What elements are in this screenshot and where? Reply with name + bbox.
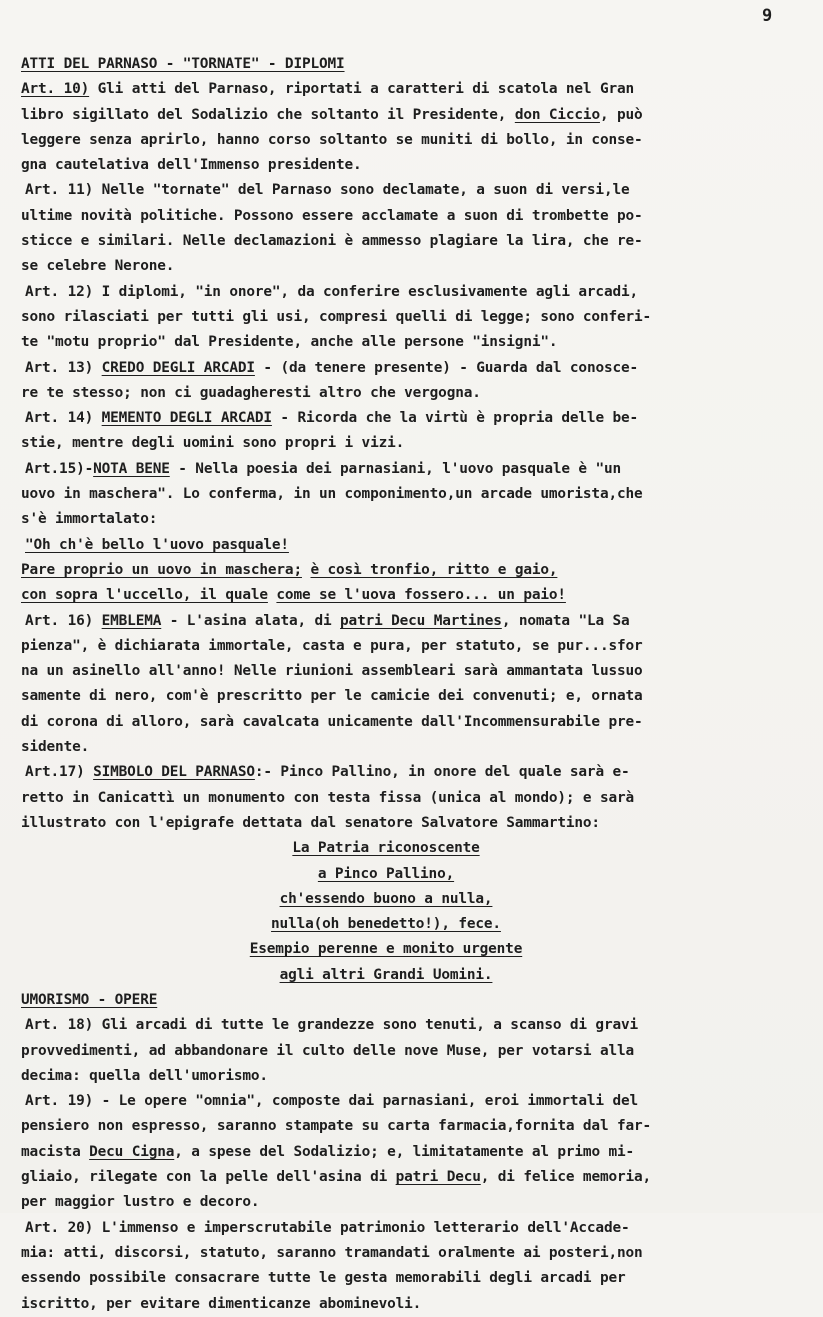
underlined-text: patri Decu bbox=[395, 1169, 481, 1186]
underlined-text: La Patria riconoscente bbox=[292, 840, 480, 857]
text-line bbox=[21, 735, 811, 760]
text-segment: - Ricorda che la virtù è propria delle be- bbox=[271, 410, 639, 427]
text-line bbox=[21, 684, 811, 709]
underlined-text: come se l'uova fossero... un paio! bbox=[276, 587, 566, 604]
text-line bbox=[21, 280, 811, 305]
text-segment: Art.15)- bbox=[25, 460, 94, 477]
text-segment: pienza", è dichiarata immortale, casta e pura, per statuto, se pur...sfor bbox=[21, 637, 643, 654]
text-line bbox=[21, 77, 811, 102]
text-line bbox=[21, 229, 811, 254]
underlined-text: Decu Cigna bbox=[89, 1143, 175, 1160]
text-segment: , di felice memoria, bbox=[480, 1169, 652, 1186]
text-segment: uovo in maschera". Lo conferma, in un componimento,un arcade umorista,che bbox=[21, 486, 643, 503]
text-segment: - Nella poesia dei parnasiani, l'uovo pasquale è "un bbox=[169, 460, 622, 477]
underlined-text: ch'essendo buono a nulla, bbox=[279, 890, 493, 907]
text-segment: Art. 12) I diplomi, "in onore", da conferire esclusivamente agli arcadi, bbox=[25, 283, 639, 300]
underlined-text: Esempio perenne e monito urgente bbox=[249, 941, 523, 958]
text-line bbox=[21, 204, 811, 229]
text-line bbox=[21, 178, 811, 203]
text-line bbox=[21, 937, 811, 962]
text-segment: sono rilasciati per tutti gli usi, compresi quelli di legge; sono conferi- bbox=[21, 308, 652, 325]
underlined-text: MEMENTO DEGLI ARCADI bbox=[101, 410, 272, 427]
text-segment: ultime novità politiche. Possono essere acclamate a suon di trombette po- bbox=[21, 207, 643, 224]
text-segment: mia: atti, discorsi, statuto, saranno tramandati oralmente ai posteri,non bbox=[21, 1244, 643, 1261]
text-line bbox=[21, 1013, 811, 1038]
underlined-text: è così tronfio, ritto e gaio, bbox=[310, 561, 558, 578]
text-segment: Art. 14) bbox=[25, 410, 102, 427]
text-segment: iscritto, per evitare dimenticanze abominevoli. bbox=[21, 1295, 422, 1312]
text-segment: di corona di alloro, sarà cavalcata unicamente dall'Incommensurabile pre- bbox=[21, 713, 643, 730]
text-segment: Art.17) bbox=[25, 764, 94, 781]
text-segment: sticce e similari. Nelle declamazioni è ammesso plagiare la lira, che re- bbox=[21, 233, 643, 250]
text-segment: Art. 16) bbox=[25, 612, 102, 629]
text-line bbox=[21, 482, 811, 507]
text-segment: , può bbox=[599, 106, 643, 123]
underlined-text: "Oh ch'è bello l'uovo pasquale! bbox=[25, 536, 289, 553]
text-segment: decima: quella dell'umorismo. bbox=[21, 1067, 268, 1084]
text-line bbox=[21, 887, 811, 912]
text-line bbox=[21, 760, 811, 785]
text-segment: pensiero non espresso, saranno stampate su carta farmacia,fornita dal far- bbox=[21, 1118, 652, 1135]
text-segment: per maggior lustro e decoro. bbox=[21, 1194, 260, 1211]
text-line bbox=[21, 1216, 811, 1241]
text-segment: gliaio, rilegate con la pelle dell'asina di bbox=[21, 1169, 396, 1186]
text-line bbox=[21, 254, 811, 279]
text-segment: macista bbox=[21, 1143, 90, 1160]
text-segment: Art. 13) bbox=[25, 359, 102, 376]
text-segment: - (da tenere presente) - Guarda dal conosce- bbox=[254, 359, 639, 376]
underlined-text: agli altri Grandi Uomini. bbox=[279, 966, 493, 983]
text-line bbox=[21, 1114, 811, 1139]
underlined-text: UMORISMO - OPERE bbox=[21, 991, 158, 1008]
underlined-text: ATTI DEL PARNASO - "TORNATE" - DIPLOMI bbox=[21, 56, 345, 72]
text-line bbox=[21, 153, 811, 178]
underlined-text: NOTA BENE bbox=[93, 460, 170, 477]
text-segment: Art. 11) Nelle "tornate" del Parnaso sono declamate, a suon di versi,le bbox=[25, 182, 630, 199]
text-line bbox=[21, 1140, 811, 1165]
text-segment: se celebre Nerone. bbox=[21, 258, 175, 275]
text-segment: na un asinello all'anno! Nelle riunioni assembleari sarà ammantata lussuo bbox=[21, 663, 643, 680]
text-line bbox=[21, 52, 811, 77]
text-line bbox=[21, 811, 811, 836]
text-line bbox=[21, 659, 811, 684]
document-body bbox=[21, 52, 811, 1317]
text-segment: , a spese del Sodalizio; e, limitatamente al primo mi- bbox=[174, 1143, 635, 1160]
text-line bbox=[21, 356, 811, 381]
text-line bbox=[21, 609, 811, 634]
text-line bbox=[21, 381, 811, 406]
text-segment: leggere senza aprirlo, hanno corso soltanto se muniti di bollo, in conse- bbox=[21, 131, 643, 148]
text-segment: - L'asina alata, di bbox=[161, 612, 341, 629]
text-line bbox=[21, 836, 811, 861]
underlined-text: CREDO DEGLI ARCADI bbox=[101, 359, 255, 376]
page-number: 9 bbox=[762, 6, 773, 26]
text-segment: s'è immortalato: bbox=[21, 511, 158, 528]
text-segment: Art. 20) L'immenso e imperscrutabile patrimonio letterario dell'Accade- bbox=[25, 1219, 630, 1236]
text-line bbox=[21, 1165, 811, 1190]
text-line bbox=[21, 457, 811, 482]
text-segment: stie, mentre degli uomini sono propri i vizi. bbox=[21, 435, 405, 452]
text-segment: provvedimenti, ad abbandonare il culto delle nove Muse, per votarsi alla bbox=[21, 1042, 635, 1059]
text-line bbox=[21, 431, 811, 456]
text-line bbox=[21, 710, 811, 735]
text-line bbox=[21, 330, 811, 355]
text-line bbox=[21, 583, 811, 608]
text-line bbox=[21, 128, 811, 153]
text-segment: te "motu proprio" dal Presidente, anche alle persone "insigni". bbox=[21, 334, 558, 351]
text-line bbox=[21, 305, 811, 330]
text-line bbox=[21, 1089, 811, 1114]
text-line bbox=[21, 1190, 811, 1215]
text-line bbox=[21, 507, 811, 532]
text-segment: illustrato con l'epigrafe dettata dal senatore Salvatore Sammartino: bbox=[21, 814, 600, 831]
text-line bbox=[21, 988, 811, 1013]
underlined-text: nulla(oh benedetto!), fece. bbox=[271, 916, 501, 933]
text-segment: samente di nero, com'è prescritto per le camicie dei convenuti; e, ornata bbox=[21, 688, 643, 705]
text-segment: gna cautelativa dell'Immenso presidente. bbox=[21, 157, 362, 174]
text-segment: Gli atti del Parnaso, riportati a caratteri di scatola nel Gran bbox=[89, 81, 635, 98]
underlined-text: SIMBOLO DEL PARNASO bbox=[93, 764, 255, 781]
underlined-text: Art. 10) bbox=[21, 81, 90, 98]
text-line bbox=[21, 862, 811, 887]
text-segment: re te stesso; non ci guadagheresti altro che vergogna. bbox=[21, 384, 481, 401]
text-segment: sidente. bbox=[21, 739, 90, 756]
text-line bbox=[21, 406, 811, 431]
underlined-text: don Ciccio bbox=[514, 106, 600, 123]
text-segment: Art. 18) Gli arcadi di tutte le grandezze sono tenuti, a scanso di gravi bbox=[25, 1017, 639, 1034]
text-line bbox=[21, 1241, 811, 1266]
text-line bbox=[21, 1039, 811, 1064]
text-line bbox=[21, 1292, 811, 1317]
underlined-text: Pare proprio un uovo in maschera; bbox=[21, 561, 302, 578]
text-line bbox=[21, 1064, 811, 1089]
text-segment: libro sigillato del Sodalizio che soltanto il Presidente, bbox=[21, 106, 515, 123]
underlined-text: con sopra l'uccello, il quale bbox=[21, 587, 268, 604]
underlined-text: EMBLEMA bbox=[101, 612, 162, 629]
text-segment: Art. 19) - Le opere "omnia", composte dai parnasiani, eroi immortali del bbox=[25, 1093, 639, 1110]
text-line bbox=[21, 912, 811, 937]
text-line bbox=[21, 634, 811, 659]
text-line bbox=[21, 533, 811, 558]
text-segment: retto in Canicattì un monumento con testa fissa (unica al mondo); e sarà bbox=[21, 789, 635, 806]
text-segment: :- Pinco Pallino, in onore del quale sarà e- bbox=[254, 764, 630, 781]
text-line bbox=[21, 963, 811, 988]
text-line bbox=[21, 1266, 811, 1291]
text-segment: , nomata "La Sa bbox=[501, 612, 630, 629]
underlined-text: a Pinco Pallino, bbox=[317, 865, 455, 882]
text-line bbox=[21, 558, 811, 583]
underlined-text: patri Decu Martines bbox=[340, 612, 502, 629]
text-segment: essendo possibile consacrare tutte le gesta memorabili degli arcadi per bbox=[21, 1270, 626, 1287]
text-line bbox=[21, 786, 811, 811]
text-line bbox=[21, 103, 811, 128]
